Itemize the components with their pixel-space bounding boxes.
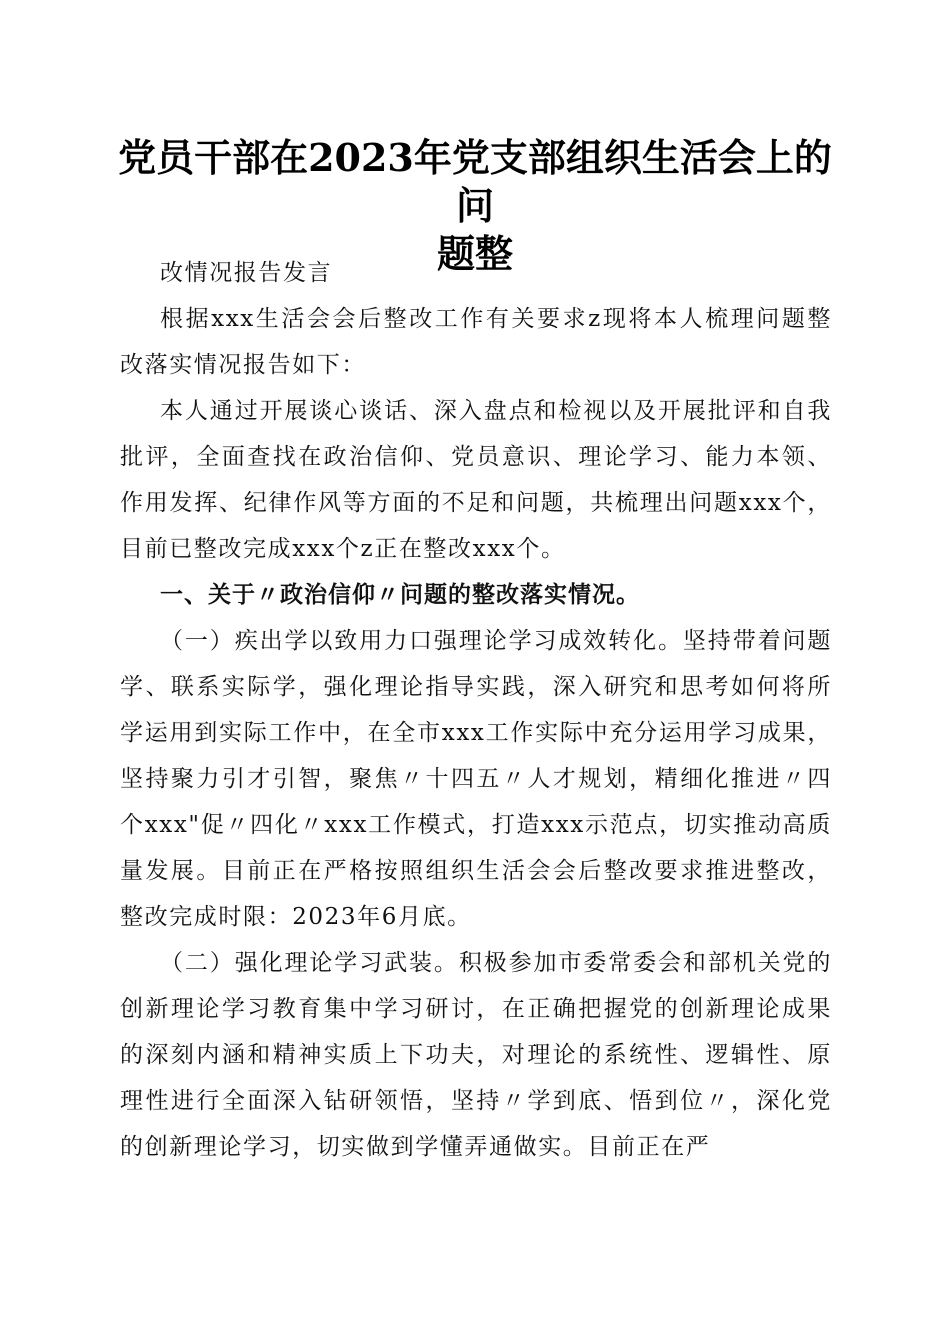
paragraph-intro: 根据xxx生活会会后整改工作有关要求z现将本人梳理问题整改落实情况报告如下： bbox=[120, 306, 832, 378]
paragraph-summary: 本人通过开展谈心谈话、深入盘点和检视以及开展批评和自我批评，全面查找在政治信仰、党员意识、理论学习、能力本领、作用发挥、纪律作风等方面的不足和问题，共梳理出问题xxx个，目前已整改完成xxx个z正在整改xxx个。 bbox=[120, 398, 832, 562]
document-body bbox=[120, 250, 832, 1170]
paragraph-subtitle-continuation: 改情况报告发言 bbox=[160, 260, 333, 286]
item-2-title: （二）强化理论学习武装。 bbox=[160, 950, 459, 976]
section-1-heading: 一、关于〃政治信仰〃问题的整改落实情况。 bbox=[160, 582, 640, 608]
item-2-paragraph bbox=[120, 940, 832, 1170]
item-1-body: 坚持带着问题学、联系实际学，强化理论指导实践，深入研究和思考如何将所学运用到实际工作中，在全市xxx工作实际中充分运用学习成果，坚持聚力引才引智，聚焦〃十四五〃人才规划，精细化推进〃四个xxx"促〃四化〃xxx工作模式，打造xxx示范点，切实推动高质量发展。目前正在严格按照组织生活会会后整改要求推进整改，整改完成时限：2023年6月底。 bbox=[120, 628, 832, 930]
item-1-title: （一）疾出学以致用力口强理论学习成效转化。 bbox=[160, 628, 683, 654]
title-line-2: 题整 bbox=[436, 231, 513, 276]
item-1-paragraph bbox=[120, 618, 832, 940]
title-line-1: 党员干部在2023年党支部组织生活会上的问 bbox=[118, 135, 832, 228]
item-2-body: 积极参加市委常委会和部机关党的创新理论学习教育集中学习研讨，在正确把握党的创新理论成果的深刻内涵和精神实质上下功夫，对理论的系统性、逻辑性、原理性进行全面深入钻研领悟，坚持〃学到底、悟到位〃，深化党的创新理论学习，切实做到学懂弄通做实。目前正在严 bbox=[120, 950, 833, 1160]
